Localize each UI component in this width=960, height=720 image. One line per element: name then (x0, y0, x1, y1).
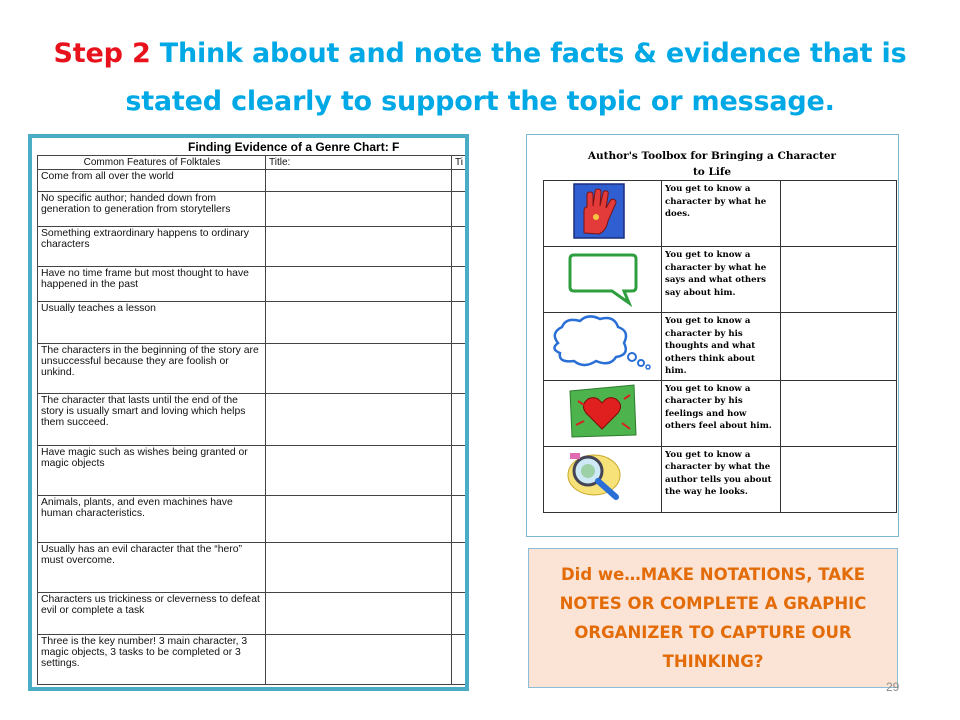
feature-cell: Characters us trickiness or cleverness to defeat evil or complete a task (38, 593, 266, 635)
feature-cell: Come from all over the world (38, 170, 266, 192)
title-cell-2 (452, 635, 470, 685)
title-cell-2 (452, 227, 470, 267)
toolbox-text: You get to know a character by what he says and what others say about him. (662, 247, 781, 313)
slide-title (20, 30, 940, 126)
title-cell (266, 635, 452, 685)
table-row (38, 227, 470, 267)
blank-cell (781, 247, 897, 313)
table-row (38, 267, 470, 302)
toolbox-row (544, 247, 897, 313)
title-cell (266, 344, 452, 394)
feature-cell: Usually has an evil character that the “hero” must overcome. (38, 543, 266, 593)
step-label: Step 2 (53, 38, 151, 69)
title-cell (266, 302, 452, 344)
title-cell (266, 446, 452, 496)
table-row (38, 394, 470, 446)
toolbox-text: You get to know a character by his thoughts and what others think about him. (662, 313, 781, 381)
speech-bubble-icon (544, 247, 662, 313)
toolbox-table (543, 180, 897, 513)
title-cell (266, 227, 452, 267)
authors-toolbox-chart (526, 134, 899, 537)
title-cell-2 (452, 170, 470, 192)
title-cell (266, 394, 452, 446)
page-number: 29 (886, 680, 900, 694)
toolbox-row (544, 380, 897, 446)
heart-icon (544, 380, 662, 446)
title-cell-2 (452, 302, 470, 344)
title-cell (266, 593, 452, 635)
hand-icon (544, 181, 662, 247)
title-cell-2 (452, 543, 470, 593)
table-row (38, 170, 470, 192)
title-cell-2 (452, 593, 470, 635)
table-row (38, 446, 470, 496)
title-cell (266, 170, 452, 192)
folktale-table (37, 155, 469, 685)
toolbox-text: You get to know a character by what he does. (662, 181, 781, 247)
feature-cell: Have no time frame but most thought to have happened in the past (38, 267, 266, 302)
header-title-2: Ti (452, 156, 470, 170)
toolbox-title: Author's Toolbox for Bringing a Character to Life (587, 150, 837, 178)
toolbox-row (544, 313, 897, 381)
blank-cell (781, 380, 897, 446)
blank-cell (781, 446, 897, 512)
table-row (38, 543, 470, 593)
toolbox-text: You get to know a character by his feelings and how others feel about him. (662, 380, 781, 446)
toolbox-row (544, 181, 897, 247)
table-header-row (38, 156, 470, 170)
title-cell-2 (452, 446, 470, 496)
title-cell-2 (452, 496, 470, 543)
table-row (38, 635, 470, 685)
callout-text: Did we…MAKE NOTATIONS, TAKE NOTES OR COMPLETE A GRAPHIC ORGANIZER TO CAPTURE OUR THINKING? (559, 565, 867, 671)
feature-cell: Usually teaches a lesson (38, 302, 266, 344)
title-cell-2 (452, 394, 470, 446)
folktale-evidence-chart (28, 134, 469, 691)
magnifying-glass-icon (544, 446, 662, 512)
feature-cell: Have magic such as wishes being granted or magic objects (38, 446, 266, 496)
toolbox-row (544, 446, 897, 512)
reflection-callout (528, 548, 898, 688)
table-row (38, 344, 470, 394)
header-features: Common Features of Folktales (38, 156, 266, 170)
title-text: Think about and note the facts & evidence that is stated clearly to support the topic or message. (125, 38, 907, 117)
feature-cell: Something extraordinary happens to ordinary characters (38, 227, 266, 267)
title-cell (266, 496, 452, 543)
table-row (38, 593, 470, 635)
title-cell (266, 543, 452, 593)
feature-cell: Animals, plants, and even machines have human characteristics. (38, 496, 266, 543)
title-cell-2 (452, 267, 470, 302)
title-cell-2 (452, 344, 470, 394)
blank-cell (781, 313, 897, 381)
thought-bubble-icon (544, 313, 662, 381)
toolbox-text: You get to know a character by what the author tells you about the way he looks. (662, 446, 781, 512)
feature-cell: Three is the key number! 3 main character, 3 magic objects, 3 tasks to be completed or 3 settings. (38, 635, 266, 685)
header-title: Title: (266, 156, 452, 170)
title-cell (266, 267, 452, 302)
feature-cell: No specific author; handed down from generation to generation from storytellers (38, 192, 266, 227)
chart-title: Finding Evidence of a Genre Chart: F (188, 140, 400, 154)
title-cell-2 (452, 192, 470, 227)
feature-cell: The characters in the beginning of the story are unsuccessful because they are foolish or unkind. (38, 344, 266, 394)
blank-cell (781, 181, 897, 247)
table-row (38, 302, 470, 344)
table-row (38, 496, 470, 543)
table-row (38, 192, 470, 227)
title-cell (266, 192, 452, 227)
feature-cell: The character that lasts until the end of the story is usually smart and loving which helps them succeed. (38, 394, 266, 446)
